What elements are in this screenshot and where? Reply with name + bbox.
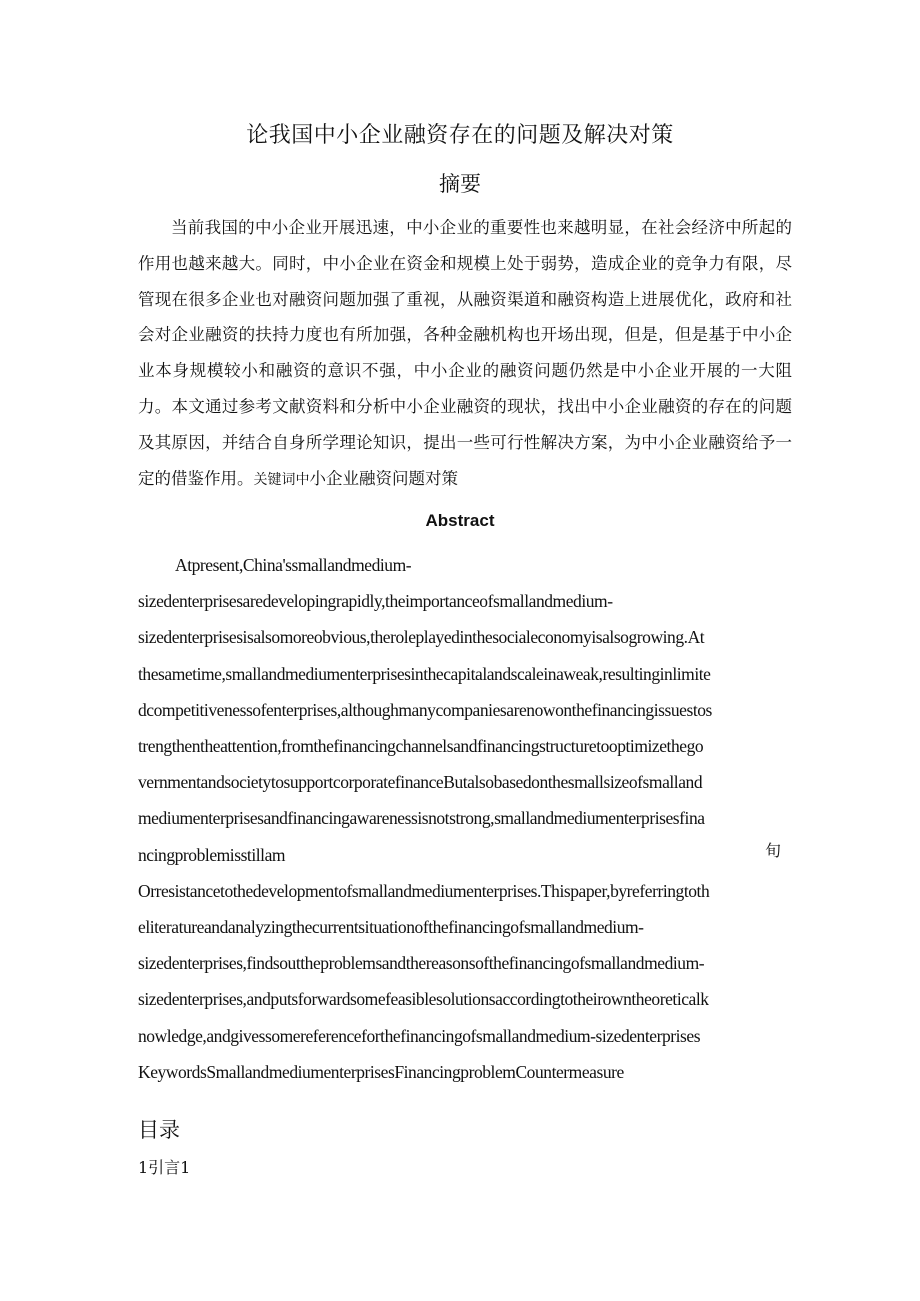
toc-heading: 目录 [138, 1118, 180, 1142]
abstract-heading: 摘要 [439, 172, 481, 196]
abstract-cn-paragraph [138, 210, 792, 498]
stray-character: 旬 [765, 841, 782, 860]
abstract-cn-body: 当前我国的中小企业开展迅速，中小企业的重要性也来越明显，在社会经济中所起的作用也越来越大。同时，中小企业在资金和规模上处于弱势，造成企业的竞争力有限，尽管现在很多企业也对融资问题加强了重视，从融资渠道和融资构造上进展优化，政府和社会对企业融资的扶持力度也有所加强，各种金融机构也开场出现，但是，但是基于中小企业本身规模较小和融资的意识不强，中小企业的融资问题仍然是中小企业开展的一大阻力。本文通过参考文献资料和分析中小企业融资的现状，找出中小企业融资的存在的问题及其原因，并结合自身所学理论知识，提出一些可行性解决方案，为中小企业融资给予一定的借鉴作用。 [138, 218, 792, 488]
abstract-en-heading: Abstract [425, 511, 495, 530]
abstract-en-line: sizedenterprisesisalsomoreobvious,theroleplayedinthesocialeconomyisalsogrowing.At [138, 627, 705, 648]
keywords-cn: 小企业融资问题对策 [309, 468, 458, 488]
abstract-en-line: ncingproblemisstillam [138, 844, 286, 865]
toc-item[interactable]: 1引言1 [138, 1158, 191, 1177]
document-title: 论我国中小企业融资存在的问题及解决对策 [246, 123, 674, 148]
abstract-en-line: Orresistancetothedevelopmentofsmallandmediumenterprises.Thispaper,byreferringtoth [138, 880, 710, 901]
abstract-en-line: thesametime,smallandmediumenterprisesinthecapitalandscaleinaweak,resultinginlimite [138, 663, 711, 684]
abstract-en-line: mediumenterprisesandfinancingawarenessisnotstrong,smallandmediumenterprisesfina [138, 808, 705, 829]
abstract-en-line: nowledge,andgivessomereferenceforthefinancingofsmallandmedium-sizedenterprises [138, 1025, 701, 1046]
abstract-cn [138, 210, 792, 498]
abstract-en-line: sizedenterprisesaredevelopingrapidly,theimportanceofsmallandmedium- [138, 591, 613, 612]
abstract-en-line: trengthentheattention,fromthefinancingchannelsandfinancingstructuretooptimizethego [138, 736, 704, 757]
keywords-en: KeywordsSmallandmediumenterprisesFinancingproblemCountermeasure [138, 1061, 624, 1082]
abstract-en-line: sizedenterprises,andputsforwardsomefeasiblesolutionsaccordingtotheirowntheoreticalk [138, 989, 709, 1010]
abstract-en [138, 547, 788, 1090]
abstract-en-line: eliteratureandanalyzingthecurrentsituationofthefinancingofsmallandmedium- [138, 917, 644, 938]
keywords-cn-label: 关键词中 [253, 471, 310, 488]
abstract-en-line: sizedenterprises,findsouttheproblemsandthereasonsofthefinancingofsmallandmedium- [138, 953, 705, 974]
abstract-en-line: dcompetitivenessofenterprises,althoughmanycompaniesarenowonthefinancingissuestos [138, 699, 712, 720]
abstract-en-line: Atpresent,China'ssmallandmedium- [175, 555, 412, 575]
abstract-en-line: vernmentandsocietytosupportcorporatefinanceButalsobasedonthesmallsizeofsmalland [138, 772, 703, 793]
